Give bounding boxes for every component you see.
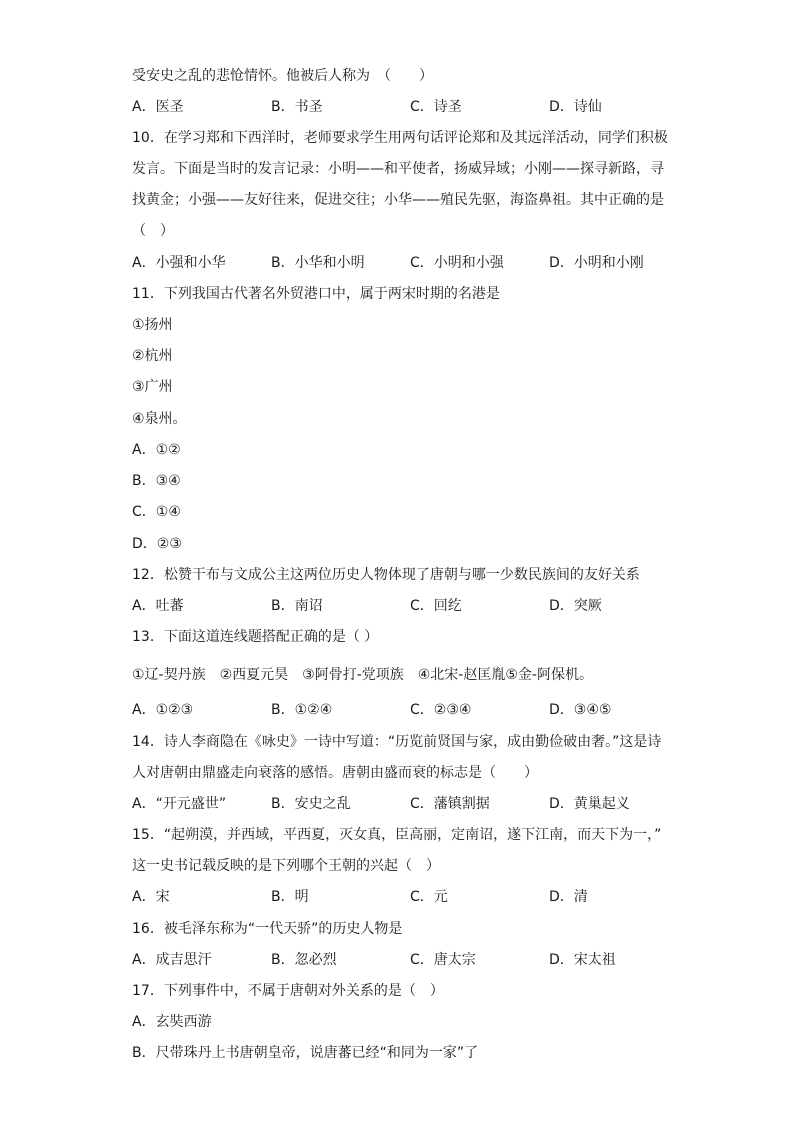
- q9-option-a: A．医圣: [132, 99, 184, 115]
- q11-option-d: D．②③: [132, 536, 182, 552]
- q11-item-3: ③广州: [132, 379, 173, 395]
- q13-items: ①辽-契丹族 ②西夏元昊 ③阿骨打-党项族 ④北宋-赵匡胤⑤金-阿保机。: [132, 667, 593, 683]
- q15-stem-line1: 15．“起朔漠，并西域，平西夏，灭女真，臣高丽，定南诏，遂下江南，而天下为一，”: [132, 827, 662, 843]
- q13-option-c: C．②③④: [410, 702, 472, 718]
- q9-stem-tail: 受安史之乱的悲怆情怀。他被后人称为 （ ）: [132, 68, 433, 84]
- q10-stem-line4: （ ）: [132, 223, 174, 239]
- q14-option-a: A．“开元盛世”: [132, 796, 227, 812]
- q15-option-b: B．明: [271, 889, 309, 905]
- q12-option-a: A．吐蕃: [132, 598, 184, 614]
- q13-option-d: D．③④⑤: [549, 702, 612, 718]
- q14-option-b: B．安史之乱: [271, 796, 351, 812]
- q11-item-2: ②杭州: [132, 348, 173, 364]
- q14-stem-line2: 人对唐朝由鼎盛走向衰落的感悟。唐朝由盛而衰的标志是（ ）: [132, 765, 538, 781]
- q17-option-a: A．玄奘西游: [132, 1014, 212, 1030]
- q16-option-d: D．宋太祖: [549, 952, 616, 968]
- q14-option-d: D．黄巢起义: [549, 796, 630, 812]
- q17-stem: 17．下列事件中，不属于唐朝对外关系的是（ ）: [132, 983, 444, 999]
- q11-option-b: B．③④: [132, 473, 181, 489]
- q15-option-c: C．元: [410, 889, 448, 905]
- q11-stem: 11．下列我国古代著名外贸港口中，属于两宋时期的名港是: [132, 286, 500, 302]
- q10-stem-line2: 发言。下面是当时的发言记录：小明——和平使者，扬威异域；小刚——探寻新路，寻: [132, 161, 664, 177]
- q12-option-b: B．南诏: [271, 598, 323, 614]
- q9-option-b: B．书圣: [271, 99, 323, 115]
- q15-option-a: A．宋: [132, 889, 170, 905]
- q16-option-b: B．忽必烈: [271, 952, 337, 968]
- q11-item-4: ④泉州。: [132, 411, 187, 427]
- q11-option-a: A．①②: [132, 442, 181, 458]
- q11-option-c: C．①④: [132, 504, 181, 520]
- q14-option-c: C．藩镇割据: [410, 796, 490, 812]
- q14-stem-line1: 14．诗人李商隐在《咏史》一诗中写道：“历览前贤国与家，成由勤俭破由奢。”这是诗: [132, 734, 662, 750]
- q12-option-c: C．回纥: [410, 598, 462, 614]
- q10-option-c: C．小明和小强: [410, 255, 504, 271]
- q16-option-a: A．成吉思汗: [132, 952, 212, 968]
- q12-option-d: D．突厥: [549, 598, 602, 614]
- q15-stem-line2: 这一史书记载反映的是下列哪个王朝的兴起（ ）: [132, 858, 440, 874]
- q10-stem-line1: 10．在学习郑和下西洋时，老师要求学生用两句话评论郑和及其远洋活动，同学们积极: [132, 130, 668, 146]
- q11-item-1: ①扬州: [132, 317, 173, 333]
- q13-option-b: B．①②④: [271, 702, 333, 718]
- q15-option-d: D．清: [549, 889, 588, 905]
- q13-stem: 13．下面这道连线题搭配正确的是（ ）: [132, 629, 379, 645]
- q10-option-b: B．小华和小明: [271, 255, 365, 271]
- q10-option-a: A．小强和小华: [132, 255, 226, 271]
- q16-option-c: C．唐太宗: [410, 952, 476, 968]
- q12-stem: 12．松赞干布与文成公主这两位历史人物体现了唐朝与哪一少数民族间的友好关系: [132, 567, 640, 583]
- q10-stem-line3: 找黄金；小强——友好往来，促进交往；小华——殖民先驱，海盗鼻祖。其中正确的是: [132, 192, 664, 208]
- q10-option-d: D．小明和小刚: [549, 255, 644, 271]
- q9-option-c: C．诗圣: [410, 99, 462, 115]
- q17-option-b: B．尺带珠丹上书唐朝皇帝，说唐蕃已经“和同为一家”了: [132, 1045, 479, 1061]
- q9-option-d: D．诗仙: [549, 99, 602, 115]
- q16-stem: 16．被毛泽东称为“一代天骄”的历史人物是: [132, 921, 403, 937]
- q13-option-a: A．①②③: [132, 702, 194, 718]
